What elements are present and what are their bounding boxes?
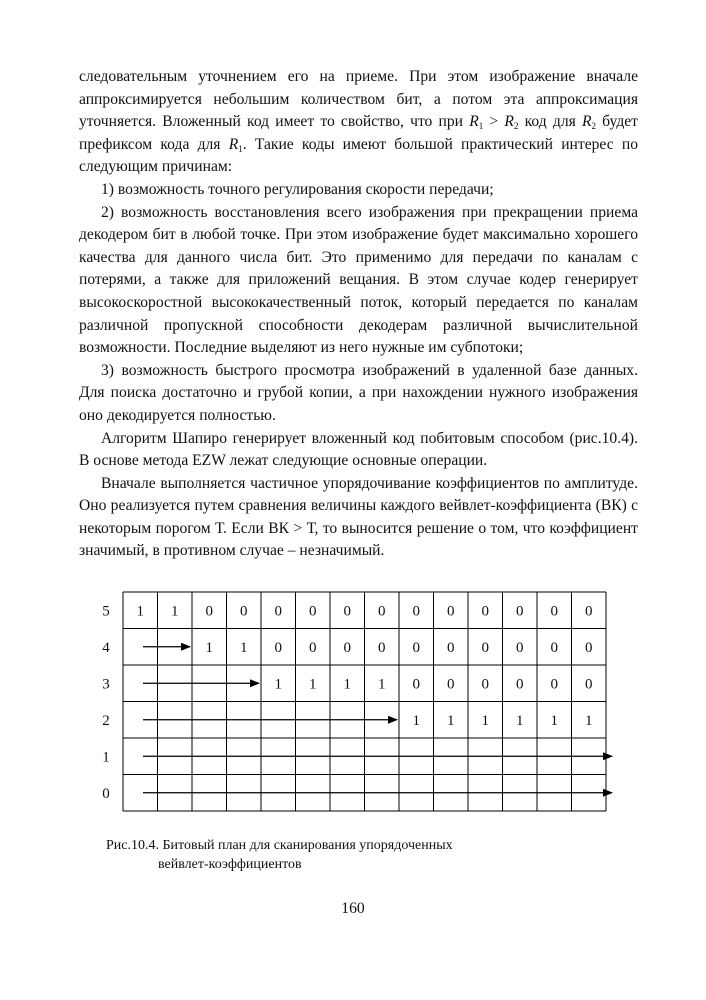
paragraph-shapiro: Алгоритм Шапиро генерирует вложенный код побитовым способом (рис.10.4). В основе метода EZW лежат следующие основные операции. xyxy=(79,429,638,470)
bit-cell: 0 xyxy=(585,603,593,620)
bit-cell: 1 xyxy=(412,712,420,729)
bit-cell: 0 xyxy=(481,676,489,693)
bit-cell: 0 xyxy=(412,603,420,620)
bit-cell: 1 xyxy=(343,676,351,693)
bit-cell: 0 xyxy=(343,603,351,620)
bit-cell: 1 xyxy=(378,676,386,693)
figure-caption xyxy=(106,836,526,874)
bit-cell: 1 xyxy=(481,712,489,729)
body-text xyxy=(79,66,638,563)
caption-line-2: вейвлет-коэффициентов xyxy=(158,857,302,872)
caption-line-1: Рис.10.4. Битовый план для сканирования упорядоченных xyxy=(106,838,453,853)
row-label: 4 xyxy=(102,639,110,656)
bit-cell: 0 xyxy=(274,639,282,656)
row-label: 5 xyxy=(102,603,110,620)
bit-cell: 1 xyxy=(585,712,593,729)
bit-cell: 1 xyxy=(136,603,144,620)
row-label: 2 xyxy=(102,712,110,729)
bit-cell: 0 xyxy=(550,603,558,620)
bit-cell: 0 xyxy=(412,639,420,656)
bit-cell: 0 xyxy=(412,676,420,693)
bit-cell: 0 xyxy=(378,603,386,620)
bit-cell: 0 xyxy=(585,639,593,656)
page-number: 160 xyxy=(341,900,365,917)
bit-cell: 0 xyxy=(550,639,558,656)
bit-cell: 1 xyxy=(205,639,213,656)
bit-cell: 0 xyxy=(516,603,524,620)
paragraph-ordering: Вначале выполняется частичное упорядочивание коэффициентов по амплитуде. Оно реализуется путем сравнения величины каждого вейвлет-коэффициента (ВК) с некоторым порогом Т. Если ВК > Т, то выносится решение о том, что коэффициент значимый, в противном случае – незначимый. xyxy=(79,474,638,560)
bit-cell: 1 xyxy=(550,712,558,729)
bit-cell: 0 xyxy=(447,603,455,620)
bit-cell: 0 xyxy=(481,639,489,656)
bit-cell: 0 xyxy=(378,639,386,656)
row-label: 3 xyxy=(102,676,110,693)
bit-cell: 1 xyxy=(240,639,248,656)
bit-cell: 0 xyxy=(516,639,524,656)
row-label: 0 xyxy=(102,785,110,802)
list-item-1: 1) возможность точного регулирования скорости передачи; xyxy=(101,180,494,198)
bit-cell: 0 xyxy=(309,639,317,656)
bit-cell: 1 xyxy=(274,676,282,693)
bit-cell: 0 xyxy=(550,676,558,693)
bit-cell: 1 xyxy=(309,676,317,693)
bit-cell: 0 xyxy=(205,603,213,620)
bit-cell: 0 xyxy=(274,603,282,620)
list-item-3: 3) возможность быстрого просмотра изображений в удаленной базе данных. Для поиска достаточно и грубой копии, а при нахождении нужного изображения оно декодируется полностью. xyxy=(79,361,638,424)
bit-cell: 0 xyxy=(447,676,455,693)
row-label: 1 xyxy=(102,749,110,766)
bit-cell: 1 xyxy=(447,712,455,729)
bit-cell: 0 xyxy=(309,603,317,620)
bit-cell: 0 xyxy=(343,639,351,656)
bit-cell: 0 xyxy=(585,676,593,693)
bit-cell: 0 xyxy=(516,676,524,693)
paragraph-intro: следовательным уточнением его на приеме. При этом изображение вначале аппроксимируется небольшим количеством бит, а потом эта аппроксимация уточняется. Вложенный код имеет то свойство, что при $R_1 > R_2$ код для $R_2$ будет префиксом кода для $R_1$. Такие коды имеют большой практический интерес по следующим причинам: xyxy=(79,68,639,176)
bit-cell: 0 xyxy=(447,639,455,656)
bit-cell: 1 xyxy=(516,712,524,729)
list-item-2: 2) возможность восстановления всего изображения при прекращении приема декодером бит в любой точке. При этом изображение будет максимально хорошего качества для данного числа бит. Это применимо для передачи по каналам с потерями, а также для приложений вещания. В этом случае кодер генерирует высокоскоростной высококачественный поток, который передается по каналам различной пропускной способности декодерам различной вычислительной возможности. Последние выделяют из него нужные им субпотоки; xyxy=(79,203,638,357)
bit-cell: 0 xyxy=(481,603,489,620)
bit-cell: 1 xyxy=(171,603,179,620)
bit-cell: 0 xyxy=(240,603,248,620)
